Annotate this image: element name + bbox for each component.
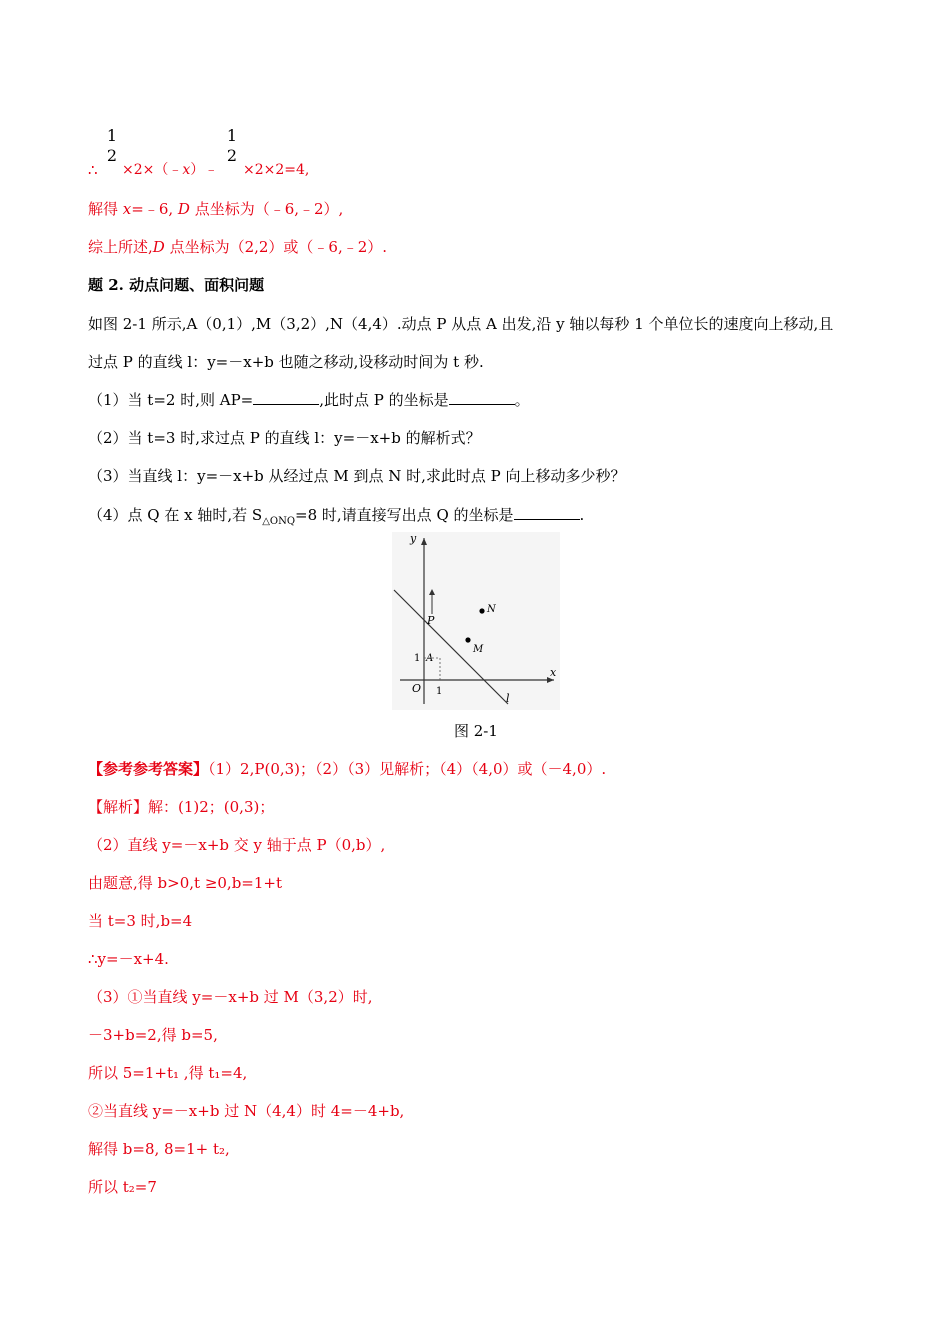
label-y-one: 1 [414, 653, 421, 664]
label-y: y [410, 532, 417, 545]
answer-blank-p-coord [449, 390, 515, 405]
analysis-line-2: （2）直线 y=－x+b 交 y 轴于点 P（0,b）, [88, 836, 386, 854]
coordinate-figure [392, 532, 560, 710]
formula-line-1-tail: ×2×2=4, [243, 162, 310, 178]
formula-line-1-part: ×2×（﹣x）﹣ [122, 162, 219, 178]
coordinate-plane [392, 532, 560, 710]
point-n [479, 608, 484, 613]
label-x-one: 1 [436, 686, 443, 697]
answer-blank-q-coord [514, 505, 580, 520]
summary-line: 综上所述,D 点坐标为（2,2）或（﹣6,﹣2）. [88, 238, 388, 256]
analysis-line-7: －3+b=2,得 b=5, [88, 1026, 218, 1044]
question-4: （4）点 Q 在 x 轴时,若 $S_{\triangle ONQ}=8$ 时,请直接写出点 Q 的坐标是 . [88, 506, 585, 527]
p-motion-arrowhead [429, 589, 435, 595]
fraction-one-half-2: 1 2 [226, 126, 238, 165]
question-2: （2）当 t=3 时,求过点 P 的直线 l：y=－x+b 的解析式？ [88, 429, 481, 447]
problem-intro-1: 如图 2-1 所示,A（0,1）,M（3,2）,N（4,4）.动点 P 从点 A 出发,沿 y 轴以每秒 1 个单位长的速度向上移动,且 [88, 315, 834, 333]
figure-caption: 图 2-1 [454, 722, 498, 740]
formula-line-1: ∴ [88, 161, 98, 179]
point-m [465, 637, 470, 642]
y-axis-arrow [421, 538, 427, 545]
problem-intro-2: 过点 P 的直线 l：y=－x+b 也随之移动,设移动时间为 t 秒. [88, 353, 484, 371]
analysis-line-3: 由题意,得 b>0,t ≥0,b=1+t [88, 874, 283, 892]
fraction-one-half-1: 1 2 [106, 126, 118, 165]
answer-blank-ap [253, 390, 319, 405]
analysis-line-4: 当 t=3 时,b=4 [88, 912, 193, 930]
analysis-line-9: ②当直线 y=－x+b 过 N（4,4）时 4=－4+b, [88, 1102, 405, 1120]
problem-title: 题 2. 动点问题、面积问题 [88, 276, 265, 294]
analysis-line-10: 解得 b=8, 8=1+ t₂, [88, 1140, 230, 1158]
analysis-line-6: （3）①当直线 y=－x+b 过 M（3,2）时, [88, 988, 373, 1006]
label-x: x [550, 666, 557, 679]
question-3: （3）当直线 l：y=－x+b 从经过点 M 到点 N 时,求此时点 P 向上移动多少秒？ [88, 467, 626, 485]
analysis-line-5: ∴y=－x+4. [88, 950, 169, 968]
label-m: M [473, 644, 484, 655]
analysis-line-8: 所以 5=1+t₁ ,得 t₁=4, [88, 1064, 248, 1082]
label-origin: O [412, 682, 422, 695]
label-a: A [426, 653, 434, 664]
label-p: P [427, 614, 435, 627]
solve-line: 解得 x=﹣6, D 点坐标为（﹣6,﹣2）, [88, 200, 344, 218]
analysis-line-11: 所以 t₂=7 [88, 1178, 157, 1196]
label-l: l [506, 692, 510, 705]
question-1: （1）当 t=2 时,则 AP= ,此时点 P 的坐标是 。 [88, 391, 530, 409]
label-n: N [487, 604, 496, 615]
analysis-line-1: 【解析】解：(1)2；(0,3)； [88, 798, 275, 816]
answer-line: 【参考参考答案】（1）2,P(0,3)；（2）（3）见解析；（4）（4,0）或（－4,0）. [88, 760, 607, 778]
